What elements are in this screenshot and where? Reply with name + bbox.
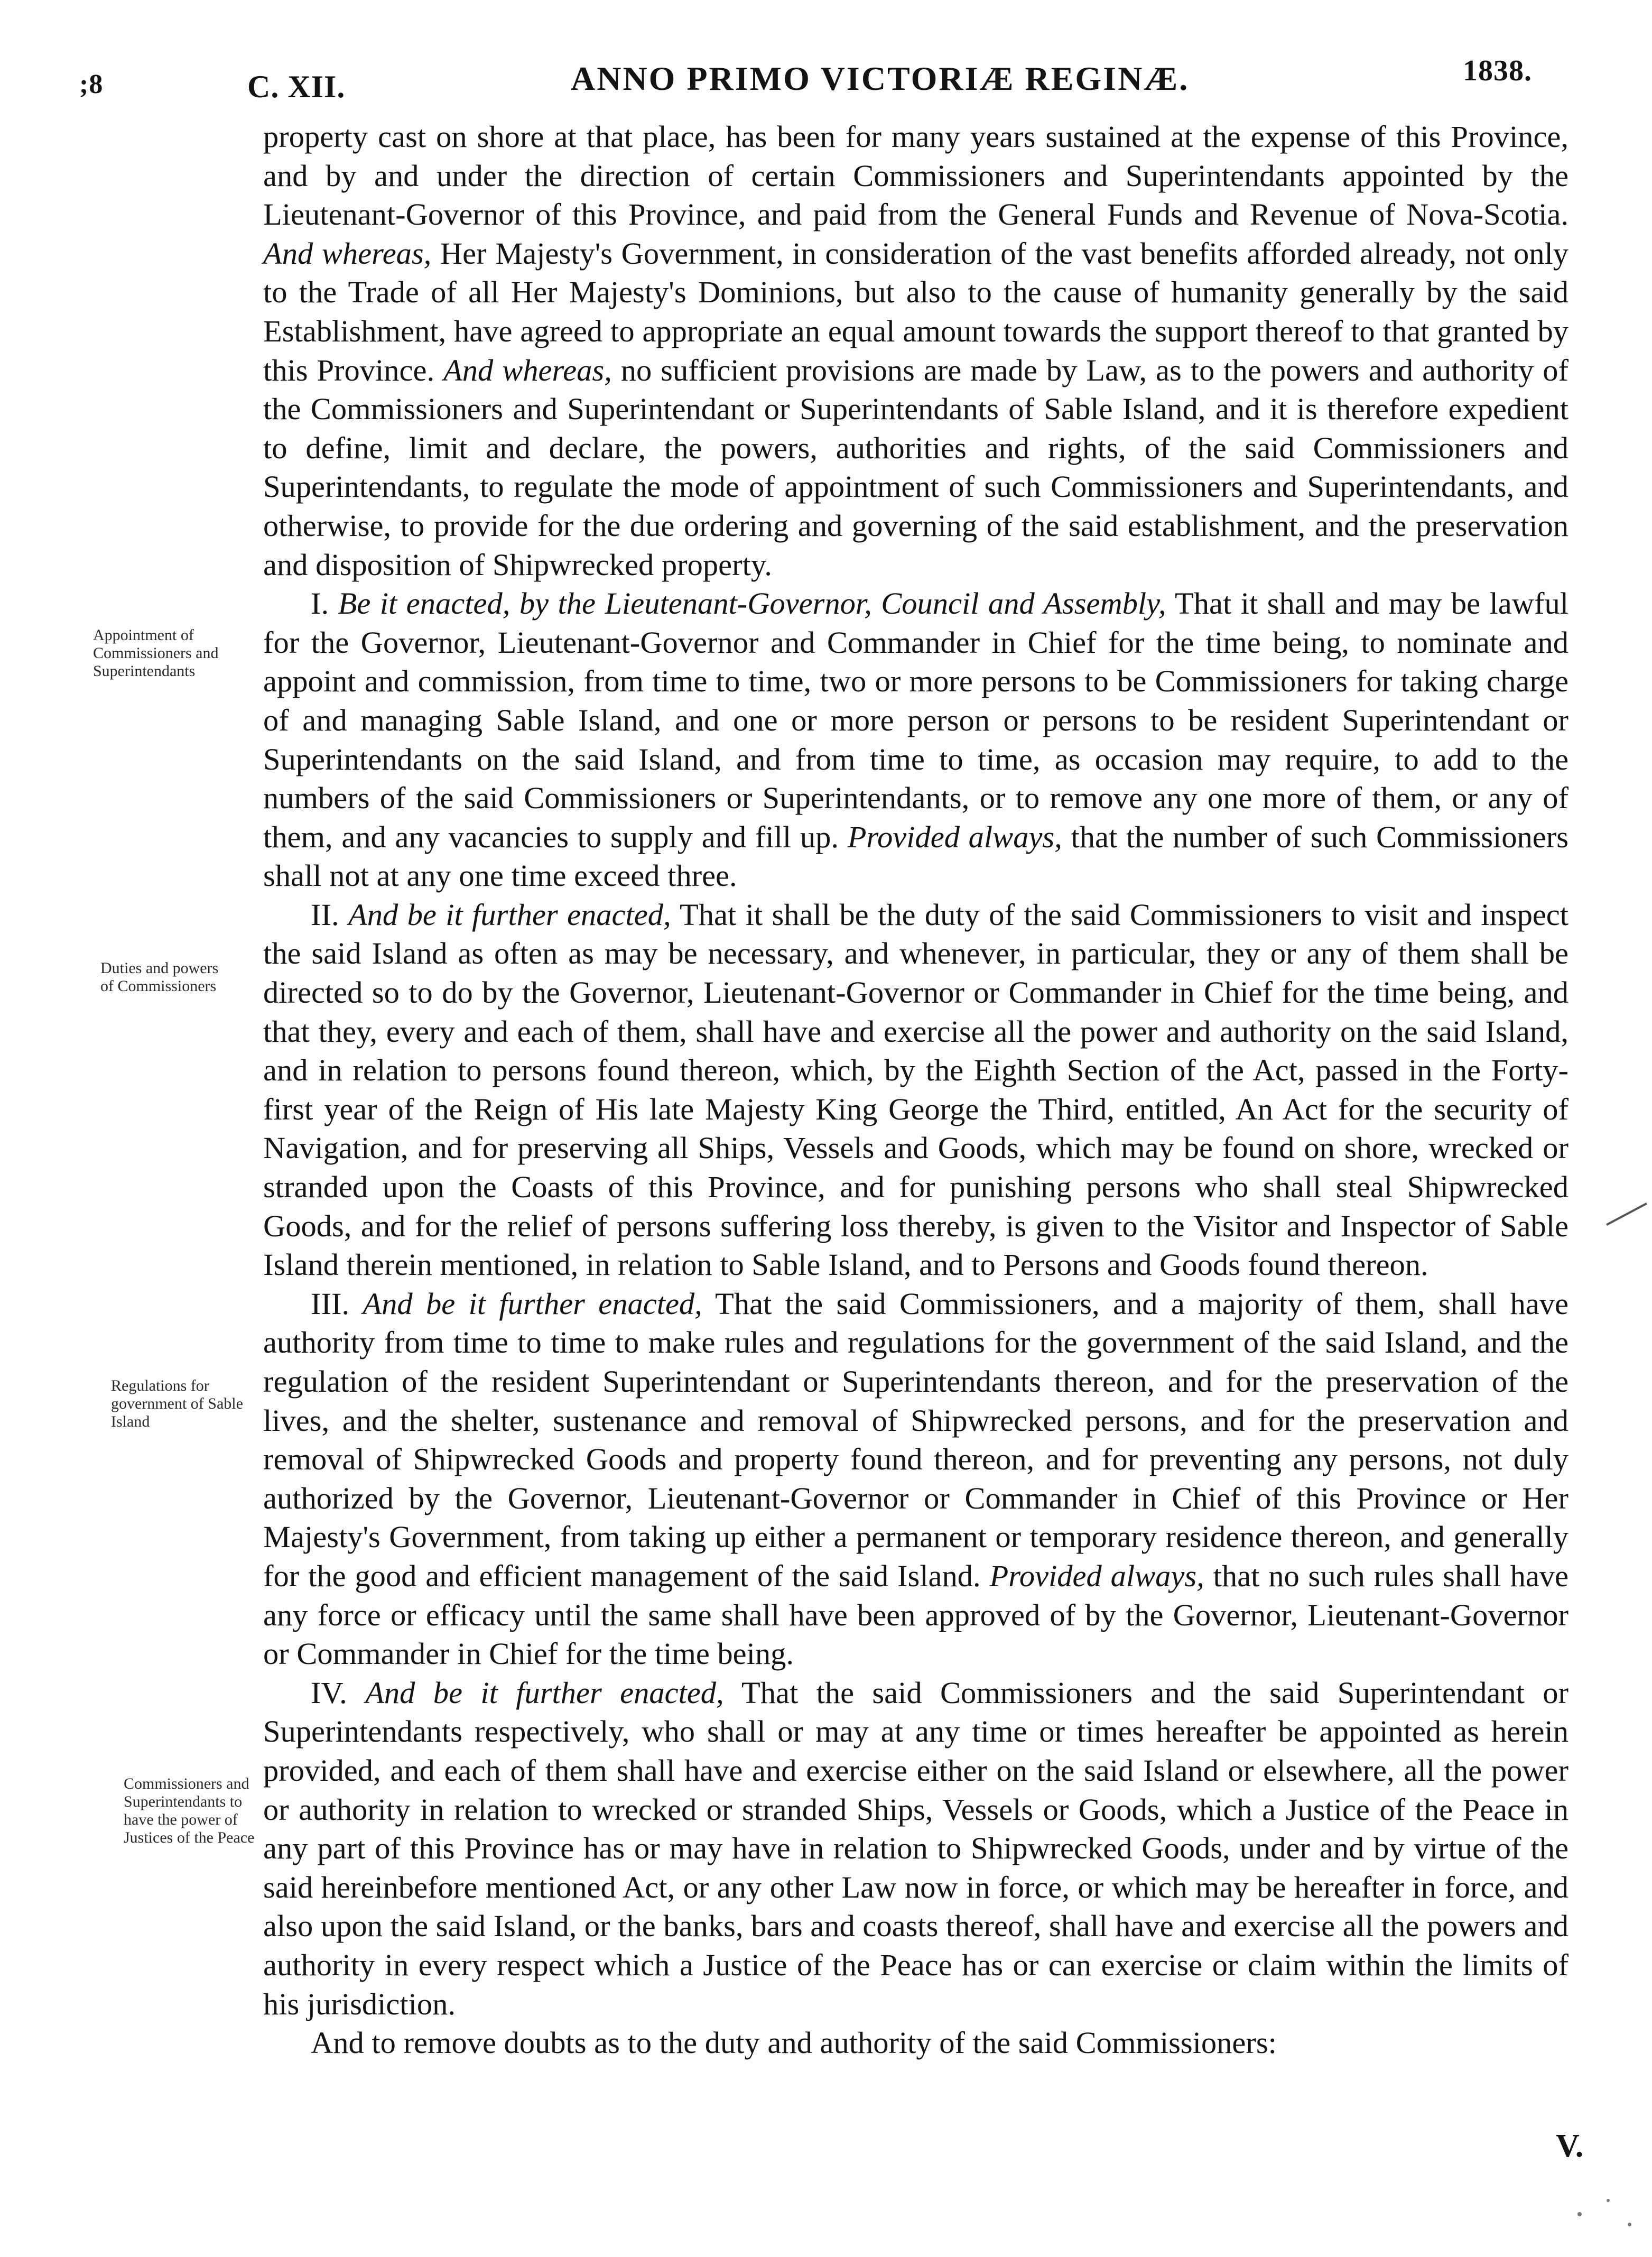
ink-speck [1577, 2212, 1582, 2216]
page-number: ;8 [79, 69, 104, 99]
italic-phrase: And whereas, [263, 236, 432, 271]
text-run: II. [311, 897, 348, 932]
chapter-label: C. XII. [247, 69, 346, 104]
text-run: that no such rules shall have any force or efficacy until the same shall have been approved of by the Governor, Lieutenant-Governor or Commander in Chief for the time being. [263, 1558, 1569, 1671]
text-run: I. [311, 586, 338, 621]
section-iii-paragraph [263, 1284, 1569, 1673]
italic-phrase: And be it further enacted, [365, 1675, 724, 1710]
text-run: that the number of such Commissioners shall not at any one time exceed three. [263, 819, 1569, 893]
year-label: 1838. [1463, 54, 1532, 87]
italic-phrase: Provided always, [989, 1558, 1204, 1593]
marginal-note-duties: Duties and powers of Commissioners [100, 959, 219, 995]
preamble-paragraph [263, 117, 1569, 584]
text-run: III. [311, 1286, 363, 1321]
running-header [0, 53, 1652, 111]
marginal-note-appointment: Appointment of Commissioners and Superintendants [93, 626, 219, 680]
italic-phrase: Provided always, [847, 819, 1062, 854]
text-run: That it shall be the duty of the said Commissioners to visit and inspect the said Island as often as may be necessary, and whenever, in particular, they or any of them shall be directed so to do by the Governor, Lieutenant-Governor or Commander in Chief for the time being, and that they, every and each of them, shall have and exercise all the power and authority on the said Island, and in relation to persons found thereon, which, by the Eighth Section of the Act, passed in the Forty-first year of the Reign of His late Majesty King George the Third, entitled, An Act for the security of Navigation, and for preserving all Ships, Vessels and Goods, which may be found on shore, wrecked or stranded upon the Coasts of this Province, and for punishing persons who shall steal Shipwrecked Goods, and for the relief of persons suffering loss thereby, is given to the Visitor and Inspector of Sable Island therein mentioned, in relation to Sable Island, and to Persons and Goods found thereon. [263, 897, 1569, 1282]
italic-phrase: And be it further enacted, [363, 1286, 702, 1321]
text-run: That the said Commissioners, and a majority of them, shall have authority from time to time to make rules and regulations for the government of the said Island, and the regulation of the resident Superintendant or Superintendants thereon, and for the preservation of the lives, and the shelter, sustenance and removal of Shipwrecked persons, and for the preservation and removal of Shipwrecked Goods and property found thereon, and for preventing any persons, not duly authorized by the Governor, Lieutenant-Governor or Commander in Chief of this Province or Her Majesty's Government, from taking up either a permanent or temporary residence thereon, and generally for the good and efficient management of the said Island. [263, 1286, 1569, 1593]
ink-speck [1628, 2223, 1631, 2226]
body-text [263, 117, 1569, 2062]
marginal-note-regulations: Regulations for government of Sable Island [111, 1377, 243, 1430]
marginal-note-justices: Commissioners and Superintendants to have the power of Justices of the Peace [124, 1775, 255, 1846]
italic-phrase: And be it further enacted, [348, 897, 671, 932]
text-run: IV. [311, 1675, 366, 1710]
ink-speck [1607, 2199, 1610, 2202]
section-iv-paragraph [263, 1673, 1569, 2023]
text-run: property cast on shore at that place, has been for many years sustained at the expense of this Province, and by and under the direction of certain Commissioners and Superintendants appointed by the Lieutenant-Governor of this Province, and paid from the General Funds and Revenue of Nova-Scotia. [263, 119, 1569, 232]
closing-paragraph [263, 2023, 1569, 2062]
section-ii-paragraph [263, 895, 1569, 1284]
italic-phrase: And whereas, [443, 353, 612, 387]
catchword: V. [1556, 2128, 1584, 2164]
text-run: That it shall and may be lawful for the Governor, Lieutenant-Governor and Commander in Chief for the time being, to nominate and appoint and commission, from time to time, two or more persons to be Commissioners for taking charge of and managing Sable Island, and one or more person or persons to be resident Superintendant or Superintendants on the said Island, and from time to time, as occasion may require, to add to the numbers of the said Commissioners or Superintendants, or to remove any one more of them, or any of them, and any vacancies to supply and fill up. [263, 586, 1569, 854]
text-run: Her Majesty's Government, in consideration of the vast benefits afforded already, not only to the Trade of all Her Majesty's Dominions, but also to the cause of humanity generally by the said Establishment, have agreed to appropriate an equal amount towards the support thereof to that granted by this Province. [263, 236, 1569, 387]
text-run: no sufficient provisions are made by Law, as to the powers and authority of the Commissioners and Superintendant or Superintendants of Sable Island, and it is therefore expedient to define, limit and declare, the powers, authorities and rights, of the said Commissioners and Superintendants, to regulate the mode of appointment of such Commissioners and Superintendants, and otherwise, to provide for the due ordering and governing of the said establishment, and the preservation and disposition of Shipwrecked property. [263, 353, 1569, 582]
running-title: ANNO PRIMO VICTORIÆ REGINÆ. [571, 60, 1190, 97]
italic-phrase: Be it enacted, by the Lieutenant-Governor, Council and Assembly, [338, 586, 1166, 621]
text-run: And to remove doubts as to the duty and authority of the said Commissioners: [311, 2025, 1277, 2060]
stray-ink-mark [1606, 1202, 1647, 1226]
section-i-paragraph [263, 584, 1569, 895]
text-run: That the said Commissioners and the said Superintendant or Superintendants respectively, who shall or may at any time or times hereafter be appointed as herein provided, and each of them shall have and exercise either on the said Island or elsewhere, all the power or authority in relation to wrecked or stranded Ships, Vessels or Goods, which a Justice of the Peace in any part of this Province has or may have in relation to Shipwrecked Goods, under and by virtue of the said hereinbefore mentioned Act, or any other Law now in force, or which may be hereafter in force, and also upon the said Island, or the banks, bars and coasts thereof, shall have and exercise all the powers and authority in every respect which a Justice of the Peace has or can exercise or claim within the limits of his jurisdiction. [263, 1675, 1569, 2021]
